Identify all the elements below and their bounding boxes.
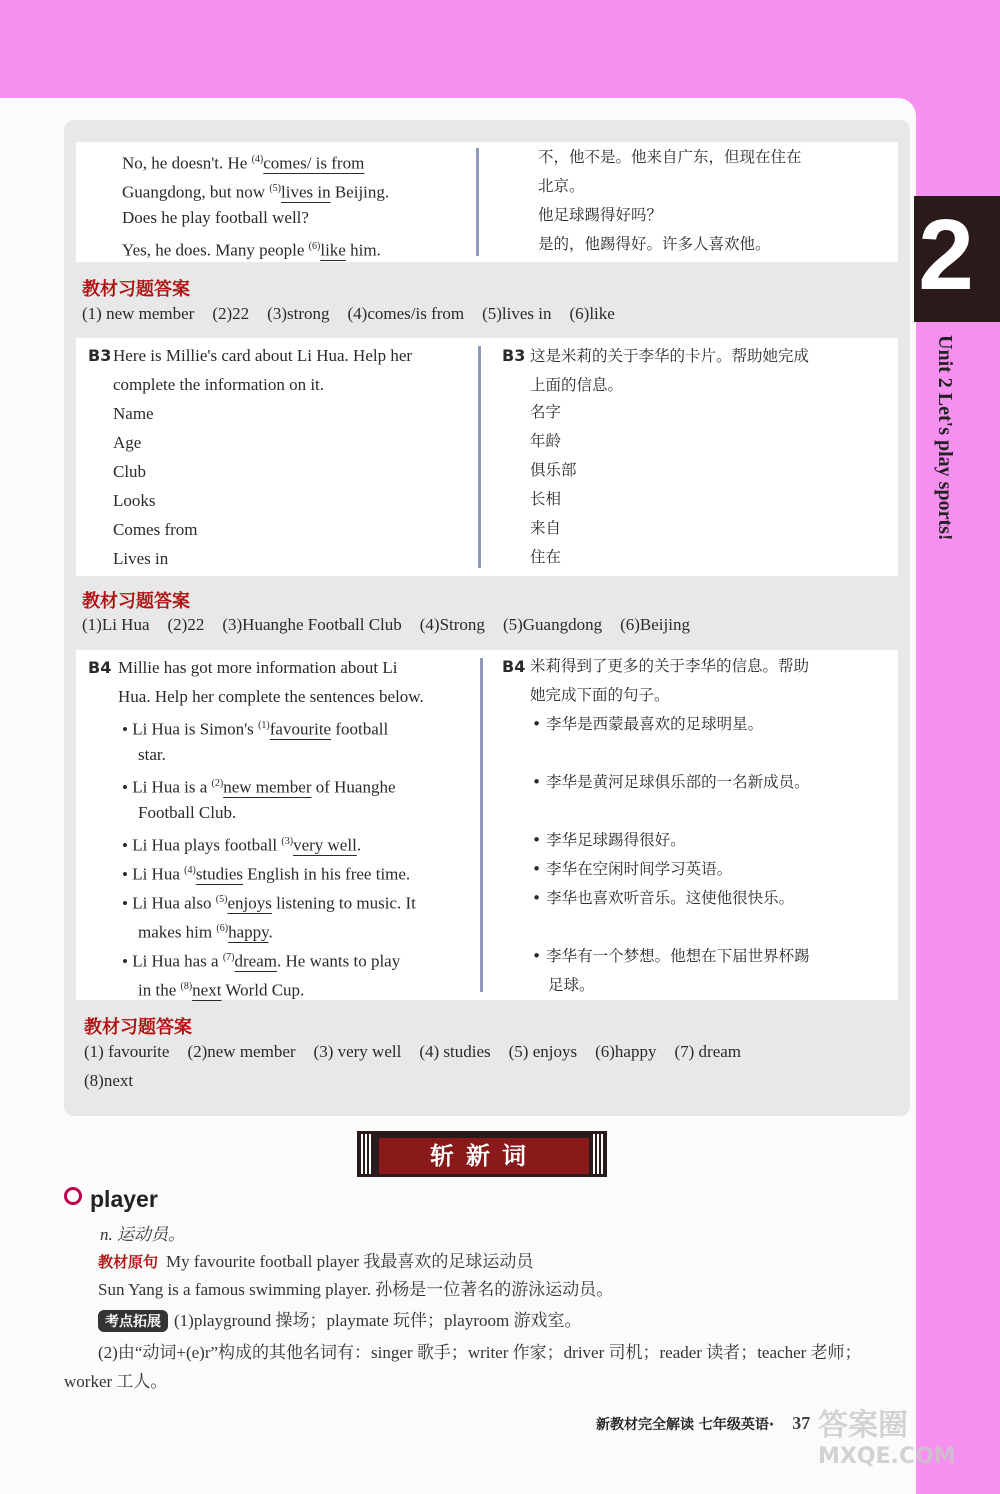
- example-sentence: Sun Yang is a famous swimming player. 孙杨是一位著名的游泳运动员。: [98, 1280, 614, 1299]
- text-run: . He wants to play: [277, 951, 401, 971]
- filled-blank: like: [320, 240, 346, 260]
- banner-stripes-left: [359, 1134, 373, 1174]
- card-field: Name: [113, 404, 154, 423]
- bullet-circle-icon: [64, 1187, 82, 1205]
- unit-number: 2: [918, 199, 974, 311]
- banner-stripes-right: [591, 1134, 605, 1174]
- answer-item: (1)Li Hua: [82, 615, 150, 634]
- text-run: Does he play football well?: [122, 208, 309, 227]
- text-run: him.: [345, 240, 381, 260]
- sentence-line: [122, 712, 388, 744]
- blank-number: (5): [269, 183, 281, 194]
- text-run: in the: [138, 980, 181, 1000]
- answer-item: (1) favourite: [84, 1042, 170, 1061]
- card-field: Lives in: [113, 549, 169, 568]
- original-label: 教材原句: [98, 1253, 159, 1271]
- filled-blank: next: [192, 980, 222, 1000]
- sentence-line: [122, 828, 361, 860]
- dialogue-line: [122, 233, 381, 265]
- text-run: Li Hua is a: [132, 777, 212, 797]
- instruction-line: Millie has got more information about Li: [118, 658, 398, 677]
- exercise-tag: [502, 653, 531, 682]
- card-field-translation: 住在: [530, 548, 562, 566]
- filled-blank: enjoys: [227, 893, 272, 913]
- blank-number: (6): [216, 923, 229, 934]
- sentence-translation: • 李华也喜欢听音乐。这使他很快乐。: [532, 884, 794, 913]
- section-banner: [357, 1131, 607, 1177]
- text-run: Guangdong, but now: [122, 182, 270, 202]
- dialogue-line: [122, 175, 389, 207]
- blank-number: (6): [308, 241, 321, 252]
- dialogue-translation: 他足球踢得好吗？: [538, 206, 663, 224]
- answers-line: [84, 1042, 759, 1062]
- dialogue-line: [122, 146, 364, 178]
- instruction-line: complete the information on it.: [113, 375, 325, 394]
- part-of-speech: n. 运动员。: [100, 1225, 185, 1244]
- filled-blank: comes/ is from: [263, 153, 365, 173]
- card-field: Club: [113, 462, 147, 481]
- answers-line: [84, 1071, 151, 1091]
- answer-item: (2)22: [167, 615, 205, 634]
- tag-label: B4: [88, 658, 112, 677]
- extension-line-2: (2)由“动词+(e)r”构成的其他名词有：singer 歌手；writer 作家；driver 司机；reader 读者；teacher 老师；: [98, 1343, 862, 1362]
- text-run: Li Hua is Simon's: [132, 719, 259, 739]
- instruction-translation: 这是米莉的关于李华的卡片。帮助她完成: [530, 347, 810, 365]
- filled-blank: lives in: [281, 182, 331, 202]
- column-divider: [480, 658, 483, 992]
- answer-item: (8)next: [84, 1071, 134, 1090]
- text-run: Beijing.: [330, 182, 390, 202]
- text-run: Li Hua: [132, 864, 185, 884]
- column-divider: [476, 148, 479, 256]
- answer-item: (3)Huanghe Football Club: [222, 615, 402, 634]
- text-run: Li Hua has a: [132, 951, 223, 971]
- text-run: Football Club.: [138, 803, 237, 822]
- card-field: Age: [113, 433, 142, 452]
- instruction-translation: 米莉得到了更多的关于李华的信息。帮助: [530, 657, 810, 675]
- headword-text: player: [90, 1186, 158, 1212]
- blank-number: (8): [180, 981, 193, 992]
- original-sentence: [98, 1247, 533, 1272]
- column-divider: [478, 346, 481, 568]
- filled-blank: dream: [234, 951, 277, 971]
- exercise-tag: [88, 654, 117, 683]
- blank-number: (1): [258, 720, 270, 731]
- text-run: Yes, he does. Many people: [122, 240, 309, 260]
- tag-label: B4: [502, 657, 526, 676]
- tag-label: B3: [502, 346, 526, 365]
- sentence-line: [122, 944, 400, 976]
- unit-title: Unit 2 Let's play sports!: [934, 335, 956, 541]
- text-run: English in his free time.: [243, 864, 411, 884]
- sentence-line: [122, 886, 416, 918]
- text-run: .: [356, 835, 362, 855]
- text-run: No, he doesn't. He: [122, 153, 252, 173]
- answer-item: (3) very well: [313, 1042, 402, 1061]
- answer-item: (5)lives in: [482, 304, 552, 323]
- answers-line: [82, 615, 708, 635]
- text-run: star.: [138, 745, 166, 764]
- answer-item: (7) dream: [674, 1042, 742, 1061]
- answer-item: (3)strong: [267, 304, 330, 323]
- extension-label: 考点拓展: [98, 1310, 168, 1332]
- sentence-translation: • 李华在空闲时间学习英语。: [532, 855, 732, 884]
- page-number: 37: [792, 1413, 811, 1433]
- watermark-logo: [818, 1400, 956, 1469]
- instruction-line: Hua. Help her complete the sentences below.: [118, 687, 424, 706]
- filled-blank: happy: [228, 922, 269, 942]
- watermark-text: 答案圈: [818, 1408, 908, 1443]
- original-text: My favourite football player 我最喜欢的足球运动员: [166, 1252, 534, 1271]
- answer-item: (6)Beijing: [620, 615, 690, 634]
- answer-item: (2)22: [212, 304, 250, 323]
- tag-label: B3: [88, 346, 112, 365]
- page-footer: [596, 1413, 810, 1434]
- blank-number: (4): [251, 154, 264, 165]
- card-field-translation: 长相: [530, 490, 562, 508]
- sentence-line: [138, 915, 273, 947]
- instruction-line: Here is Millie's card about Li Hua. Help her: [113, 346, 413, 365]
- blank-number: (3): [281, 836, 294, 847]
- card-field: Comes from: [113, 520, 198, 539]
- dialogue-translation: 不，他不是。他来自广东，但现在住在: [538, 148, 802, 166]
- card-field-translation: 年龄: [530, 432, 562, 450]
- filled-blank: very well: [293, 835, 357, 855]
- answer-item: (5) enjoys: [508, 1042, 578, 1061]
- extension-text: (1)playground 操场；playmate 玩伴；playroom 游戏室。: [174, 1311, 582, 1330]
- card-field-translation: 来自: [530, 519, 562, 537]
- sentence-translation: • 李华是西蒙最喜欢的足球明星。: [532, 710, 763, 739]
- dialogue-translation: 是的，他踢得好。许多人喜欢他。: [538, 235, 771, 253]
- instruction-translation: 她完成下面的句子。: [530, 686, 670, 704]
- extension-line-3: worker 工人。: [64, 1372, 168, 1391]
- blank-number: (7): [222, 952, 235, 963]
- extension-line-1: [98, 1306, 581, 1332]
- text-run: Li Hua also: [132, 893, 216, 913]
- answers-line: [82, 304, 633, 324]
- sentence-translation: • 李华有一个梦想。他想在下届世界杯踢: [532, 942, 810, 971]
- watermark-url: MXQE.COM: [818, 1444, 956, 1469]
- card-field-translation: 俱乐部: [530, 461, 577, 479]
- text-run: .: [268, 922, 273, 942]
- text-run: Li Hua plays football: [132, 835, 282, 855]
- blank-number: (2): [211, 778, 224, 789]
- sentence-translation: • 李华是黄河足球俱乐部的一名新成员。: [532, 768, 810, 797]
- sentence-line: [122, 857, 410, 889]
- answers-heading: 教材习题答案: [84, 1017, 192, 1038]
- sentence-translation: • 李华足球踢得很好。: [532, 826, 686, 855]
- banner-label: 斩新词: [377, 1136, 591, 1176]
- card-field: Looks: [113, 491, 156, 510]
- text-run: football: [331, 719, 389, 739]
- filled-blank: studies: [195, 864, 244, 884]
- text-run: World Cup.: [221, 980, 305, 1000]
- card-field-translation: 名字: [530, 403, 562, 421]
- answer-item: (1) new member: [82, 304, 195, 323]
- answer-item: (4) studies: [419, 1042, 491, 1061]
- filled-blank: favourite: [269, 719, 332, 739]
- exercise-tag: [502, 342, 531, 371]
- dialogue-line: [122, 204, 309, 233]
- sentence-line: [138, 973, 304, 1005]
- blank-number: (4): [184, 865, 196, 876]
- answer-item: (2)new member: [187, 1042, 296, 1061]
- answer-item: (4)comes/is from: [347, 304, 465, 323]
- answer-item: (6)happy: [595, 1042, 657, 1061]
- answers-heading: 教材习题答案: [82, 279, 190, 300]
- blank-number: (5): [215, 894, 228, 905]
- answers-heading: 教材习题答案: [82, 591, 190, 612]
- text-run: of Huanghe: [311, 777, 396, 797]
- filled-blank: new member: [223, 777, 312, 797]
- footer-book-title: 新教材完全解读 七年级英语·: [596, 1417, 775, 1433]
- text-run: makes him: [138, 922, 217, 942]
- sentence-line: [138, 799, 236, 828]
- sentence-translation: 足球。: [548, 976, 595, 994]
- answer-item: (5)Guangdong: [502, 615, 603, 634]
- instruction-translation: 上面的信息。: [530, 376, 624, 394]
- vocab-headword: [64, 1186, 158, 1213]
- answer-item: (4)Strong: [419, 615, 485, 634]
- sentence-line: [122, 770, 396, 802]
- text-run: listening to music. It: [271, 893, 416, 913]
- sentence-line: [138, 741, 166, 770]
- answer-item: (6)like: [569, 304, 615, 323]
- dialogue-translation: 北京。: [538, 177, 585, 195]
